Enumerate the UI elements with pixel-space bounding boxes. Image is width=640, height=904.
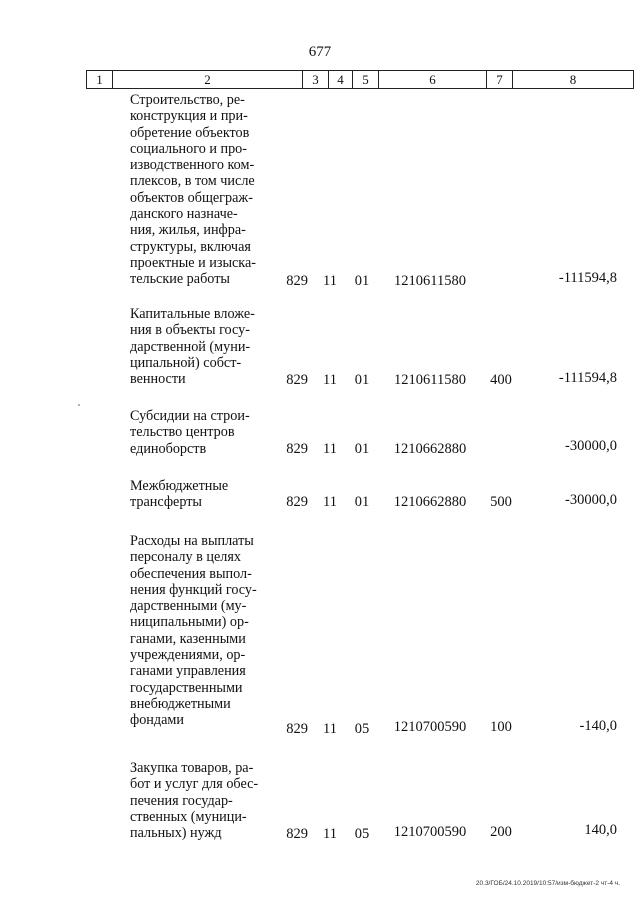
row-col-6: 1210700590 (393, 719, 467, 735)
row-col-5: 01 (354, 273, 370, 289)
header-col-6: 6 (379, 71, 487, 88)
scan-speck (78, 404, 80, 406)
row-col-8: -111594,8 (558, 270, 617, 286)
row-col-3: 829 (286, 494, 308, 510)
row-col-8: -111594,8 (558, 370, 617, 386)
row-col-5: 05 (354, 721, 370, 737)
row-col-3: 829 (286, 441, 308, 457)
row-description: Строительство, ре- конструкция и при- обретение объектов социального и про- изводственного ком- плексов, в том числе объектов общеграж- данского назначе- ния, жилья, инфра- структуры, включая проектные и изыска- тельские работы (130, 92, 256, 288)
row-col-6: 1210662880 (393, 494, 467, 510)
row-col-4: 11 (323, 273, 337, 289)
row-col-5: 05 (354, 826, 370, 842)
header-col-2: 2 (113, 71, 303, 88)
row-description: Расходы на выплаты персоналу в целях обеспечения выпол- нения функций госу- дарственными (му- ниципальными) ор- ганами, казенными учреждениями, ор- ганами управления государственными внебюджетными фондами (130, 533, 257, 729)
row-col-3: 829 (286, 721, 308, 737)
table-header (86, 70, 634, 89)
row-col-8: -140,0 (579, 718, 617, 734)
row-col-8: -30000,0 (565, 492, 617, 508)
header-col-8: 8 (569, 72, 577, 87)
row-col-4: 11 (323, 441, 337, 457)
footer-note: 20.3/ГОБ/24.10.2019/10:57/изм-бюджет-2 чт-4 ч. (475, 880, 620, 887)
header-col-7: 7 (487, 71, 513, 88)
row-col-5: 01 (354, 494, 370, 510)
row-description: Межбюджетные трансферты (130, 478, 229, 511)
row-col-3: 829 (286, 372, 308, 388)
page-number: 677 (308, 44, 332, 60)
row-col-3: 829 (286, 273, 308, 289)
row-description: Субсидии на строи- тельство центров единоборств (130, 408, 250, 457)
row-col-3: 829 (286, 826, 308, 842)
header-col-3: 3 (303, 71, 329, 88)
row-col-4: 11 (323, 826, 337, 842)
row-col-5: 01 (354, 372, 370, 388)
row-col-7: 200 (490, 824, 512, 840)
row-col-6: 1210662880 (393, 441, 467, 457)
row-col-8: 140,0 (584, 822, 617, 838)
row-col-4: 11 (323, 372, 337, 388)
row-col-4: 11 (323, 494, 337, 510)
row-col-6: 1210611580 (394, 372, 466, 388)
row-col-7: 100 (490, 719, 512, 735)
row-description: Капитальные вложе- ния в объекты госу- дарственной (муни- ципальной) собст- венности (130, 306, 255, 388)
row-col-7: 500 (490, 494, 512, 510)
row-col-6: 1210611580 (394, 273, 466, 289)
header-col-4: 4 (329, 71, 353, 88)
row-col-6: 1210700590 (393, 824, 467, 840)
row-description: Закупка товаров, ра- бот и услуг для обес- печения государ- ственных (муници- пальных) нужд (130, 760, 259, 842)
row-col-4: 11 (323, 721, 337, 737)
header-col-1: 1 (87, 71, 113, 88)
row-col-5: 01 (354, 441, 370, 457)
row-col-7: 400 (490, 372, 512, 388)
header-col-5: 5 (353, 71, 379, 88)
row-col-8: -30000,0 (565, 438, 617, 454)
